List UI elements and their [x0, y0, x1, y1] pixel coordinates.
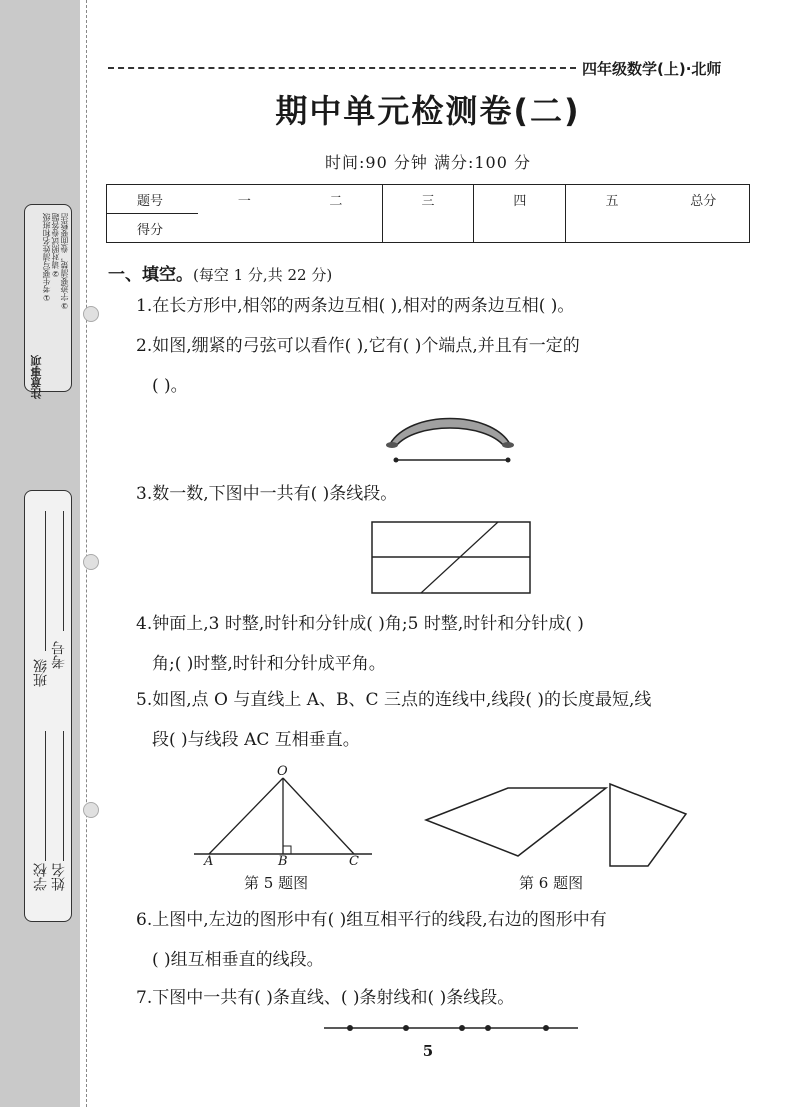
string-endpoint-right: [506, 458, 511, 463]
header-cell-total: 总分: [658, 185, 750, 214]
question-4-line-2: 角;( )时整,时针和分针成平角。: [152, 654, 386, 674]
figure-7-line: [324, 1020, 580, 1036]
question-2-line-1: 2.如图,绷紧的弓弦可以看作( ),它有( )个端点,并且有一定的: [136, 336, 580, 356]
exam-subtitle: 时间:90 分钟 满分:100 分: [325, 153, 531, 172]
point: [459, 1025, 465, 1031]
section-1-title: 一、填空。: [108, 265, 193, 285]
bow-figure: [380, 410, 520, 470]
point: [403, 1025, 409, 1031]
point: [347, 1025, 353, 1031]
score-cell-5[interactable]: [566, 214, 658, 243]
header-cell-number: 题号: [107, 185, 199, 214]
right-angle-mark: [283, 846, 291, 854]
rectangle-figure: [371, 521, 531, 594]
label-B: B: [278, 854, 288, 869]
exam-title: 期中单元检测卷(二): [275, 92, 581, 130]
exam-number-field-line[interactable]: [63, 511, 64, 631]
bow-tip-right: [502, 442, 514, 448]
score-cell-1[interactable]: [198, 214, 290, 243]
punch-hole: [83, 306, 99, 322]
class-label: 班级: [33, 659, 49, 687]
header-cell-2: 二: [290, 185, 382, 214]
score-table: [106, 184, 750, 243]
punch-hole: [83, 802, 99, 818]
segment-OC: [283, 778, 354, 854]
score-cell-total[interactable]: [658, 214, 750, 243]
label-A: A: [204, 854, 214, 869]
header-cell-4: 四: [474, 185, 566, 214]
notice-line-1: ①考生要写清姓名和班级: [42, 213, 51, 302]
score-row-label: 得分: [107, 214, 199, 243]
name-field-line[interactable]: [63, 731, 64, 861]
header-dashed-rule: [108, 67, 576, 69]
question-1: 1.在长方形中,相邻的两条边互相( ),相对的两条边互相( )。: [136, 296, 575, 316]
question-5-line-2: 段( )与线段 AC 互相垂直。: [152, 730, 360, 750]
parallelogram: [426, 788, 606, 856]
name-label: 姓名: [51, 863, 67, 891]
question-6-line-1: 6.上图中,左边的图形中有( )组互相平行的线段,右边的图形中有: [136, 910, 607, 930]
header-cell-1: 一: [198, 185, 290, 214]
class-field-line[interactable]: [45, 511, 46, 651]
section-1-heading: [108, 260, 332, 285]
school-field-line[interactable]: [45, 731, 46, 861]
section-1-note: (每空 1 分,共 22 分): [193, 266, 333, 284]
point: [543, 1025, 549, 1031]
question-6-line-2: ( )组互相垂直的线段。: [152, 950, 324, 970]
score-cell-4[interactable]: [474, 214, 566, 243]
bow-tip-left: [386, 442, 398, 448]
question-5-line-1: 5.如图,点 O 与直线上 A、B、C 三点的连线中,线段( )的长度最短,线: [136, 690, 652, 710]
punch-hole: [83, 554, 99, 570]
question-3: 3.数一数,下图中一共有( )条线段。: [136, 484, 398, 504]
label-O: O: [277, 764, 288, 779]
figure-6-caption: 第 6 题图: [519, 874, 584, 892]
notice-box: [24, 204, 72, 399]
bow-arc: [390, 419, 510, 447]
label-C: C: [349, 854, 359, 869]
notice-title: 注意事项: [30, 355, 43, 399]
notice-line-2: ②请对照试卷答题: [51, 213, 60, 278]
page-number: 5: [422, 1042, 434, 1060]
score-cell-3[interactable]: [382, 214, 474, 243]
question-2-line-2: ( )。: [152, 376, 188, 396]
header-cell-3: 三: [382, 185, 474, 214]
string-endpoint-left: [394, 458, 399, 463]
segment-OA: [209, 778, 283, 854]
school-label: 学校: [33, 863, 49, 891]
question-7: 7.下图中一共有( )条直线、( )条射线和( )条线段。: [136, 988, 515, 1008]
figure-5-caption: 第 5 题图: [244, 874, 309, 892]
exam-number-label: 考号: [51, 641, 67, 669]
right-trapezoid: [610, 784, 686, 866]
question-4-line-1: 4.钟面上,3 时整,时针和分针成( )角;5 时整,时针和分针成( ): [136, 614, 584, 634]
grade-label: 四年级数学(上)·北师: [582, 60, 722, 78]
score-cell-2[interactable]: [290, 214, 382, 243]
header-cell-5: 五: [566, 185, 658, 214]
figure-6-shapes: [424, 780, 694, 870]
notice-line-3: ③字迹要清楚，卷面要整洁: [60, 213, 69, 310]
student-info-box: [24, 490, 72, 922]
point: [485, 1025, 491, 1031]
